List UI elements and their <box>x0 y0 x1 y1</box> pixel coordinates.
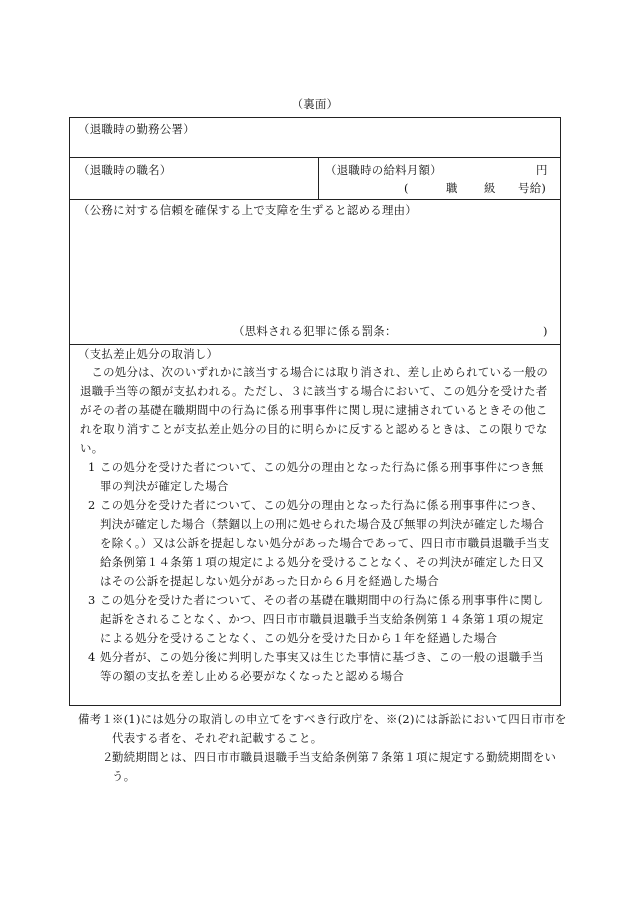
list-item <box>80 591 550 648</box>
position-label: （退職時の職名） <box>78 163 172 177</box>
item-text: この処分を受けた者について、この処分の理由となった行為に係る刑事事件につき、判決が確定した場合（禁錮以上の刑に処せられた場合及び無罪の判決が確定した場合を除く。）又は公訴を提起しない処分があった場合であって、四日市市職員退職手当支給条例第１４条第１項の規定による処分を受けることなく、その判決が確定した日又はその公訴を提起しない処分があった日から６月を経過した場合 <box>100 498 550 588</box>
office-label: （退職時の勤務公署） <box>78 122 195 136</box>
list-item <box>80 458 550 496</box>
note-text: 勤続期間とは、四日市市職員退職手当支給条例第７条第１項に規定する勤続期間をいう。 <box>112 750 557 783</box>
list-item <box>80 648 550 686</box>
note-label: ２ <box>102 750 114 764</box>
item-text: この処分を受けた者について、その者の基礎在職期間中の行為に係る刑事事件に関し起訴をされることなく、かつ、四日市市職員退職手当支給条例第１４条第１項の規定による処分を受けることなく、この処分を受けた日から１年を経過した場合 <box>100 593 544 645</box>
note-item <box>78 748 568 786</box>
note-label: 備考１ <box>78 712 114 726</box>
cancellation-heading: （支払差止処分の取消し） <box>78 347 219 361</box>
item-number: 3 <box>88 593 96 607</box>
penalty-label: （思料される犯罪に係る罰条： <box>233 324 397 338</box>
row-divider <box>69 199 561 200</box>
item-number: 1 <box>88 460 96 474</box>
reason-label: （公務に対する信頼を確保する上で支障を生ずると認める理由） <box>78 203 418 217</box>
note-text: ※(1)には処分の取消しの申立てをすべき行政庁を、※(2)には訴訟において四日市市を代表する者を、それぞれ記載すること。 <box>112 712 567 745</box>
row-divider <box>69 344 561 345</box>
cancellation-intro: この処分は、次のいずれかに該当する場合には取り消され、差し止められている一般の退職手当等の額が支払われる。ただし、３に該当する場合において、この処分を受けた者がその者の基礎在職期間中の行為に係る刑事事件に関し現に逮捕されているときその他これを取り消すことが支払差止処分の目的に明らかに反すると認めるときは、この限りでない。 <box>80 365 549 455</box>
row-divider <box>69 157 561 158</box>
grade-gokyu: 号給) <box>518 181 547 195</box>
item-number: 2 <box>88 498 96 512</box>
grade-open: ( <box>404 181 409 195</box>
note-item <box>78 710 568 748</box>
item-number: 4 <box>88 650 96 664</box>
grade-kyu: 級 <box>484 181 496 195</box>
item-text: 処分者が、この処分後に判明した事実又は生じた事情に基づき、この一般の退職手当等の額の支払を差し止める必要がなくなったと認める場合 <box>100 650 544 683</box>
cancellation-body <box>80 363 550 686</box>
penalty-close: ) <box>543 324 548 338</box>
salary-unit: 円 <box>536 163 548 177</box>
page-title: （裏面） <box>291 97 339 111</box>
list-item <box>80 496 550 591</box>
column-divider <box>318 157 319 199</box>
notes <box>78 710 568 786</box>
grade-shoku: 職 <box>446 181 458 195</box>
salary-label: （退職時の給料月額） <box>325 163 442 177</box>
item-text: この処分を受けた者について、この処分の理由となった行為に係る刑事事件につき無罪の判決が確定した場合 <box>100 460 544 493</box>
